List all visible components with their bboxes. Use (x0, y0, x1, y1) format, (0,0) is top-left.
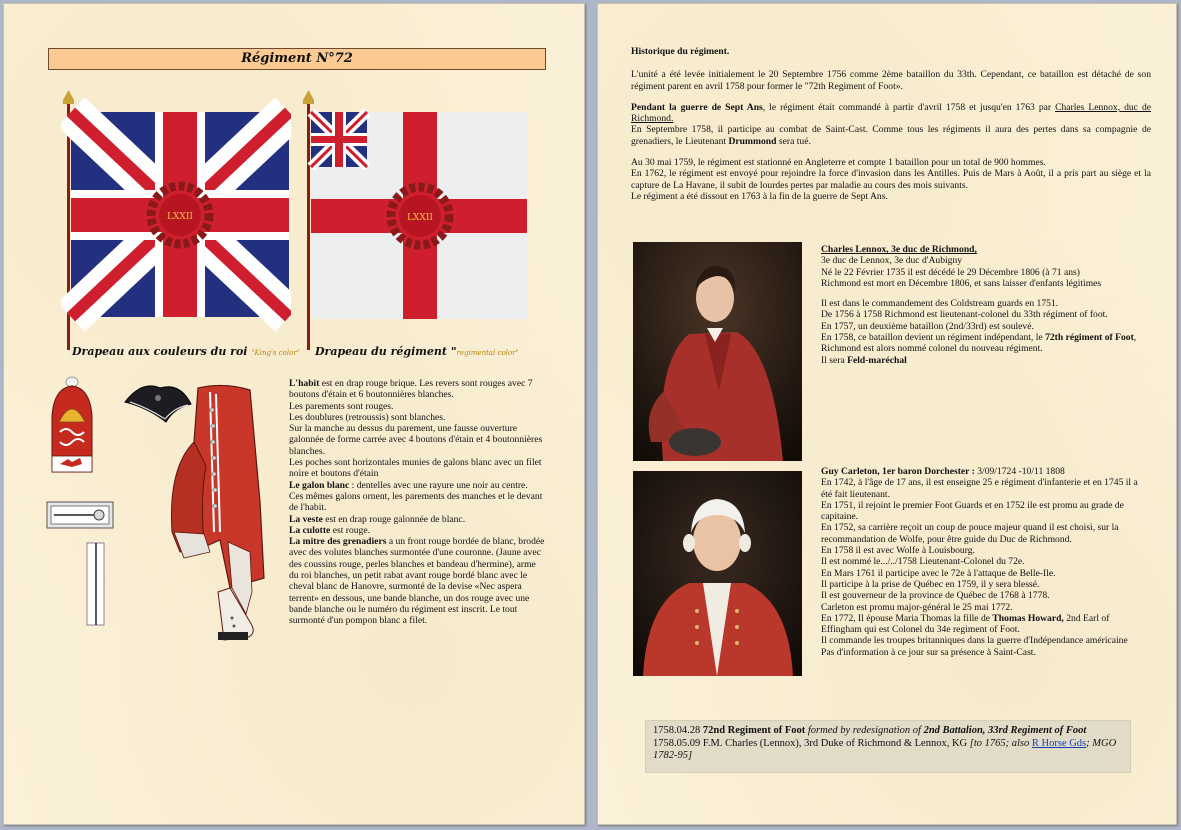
lace-strip-image (86, 542, 106, 631)
uniform-line: Sur la manche au dessus du parement, une fausse ouverture galonnée de forme carrée avec 4 boutons d'étain et 4 boutonnières blanches. (289, 423, 543, 457)
uniform-line: Les parements sont rouges. (289, 400, 394, 412)
uniform-line: Les poches sont horizontales munies de galons blanc avec un filet noire et boutons d'étain (289, 457, 542, 480)
uniform-line: La culotte est rouge. (289, 524, 371, 536)
red-coat-image (154, 382, 274, 649)
carleton-portrait (633, 471, 802, 681)
kings-color-numeral: LXXII (167, 212, 193, 222)
uniform-description (289, 378, 545, 627)
history-para-2: Pendant la guerre de Sept Ans, le régiment était commandé à partir d'avril 1758 et jusqu'en 1763 par Charles Lennox, duc de Richmond. En Septembre 1758, il participe au combat de Saint-Cast. Comme tous les régiments il aura des pertes dans sa compagnie de grenadiers, le Lieutenant Drummond sera tué. (631, 101, 1151, 147)
lace-loop-image (46, 500, 116, 535)
uniform-line: Ces mêmes galons ornent, les parements des manches et le devant de l'habit. (289, 490, 543, 514)
richmond-portrait (633, 242, 802, 466)
page-title: Régiment N°72 (48, 48, 546, 70)
uniform-line: Les doublures (retroussis) sont blanches. (289, 411, 446, 423)
richmond-link[interactable]: Charles Lennox, duc de Richmond. (631, 101, 1151, 125)
history-title: Historique du régiment. (631, 46, 730, 57)
kings-color-caption: Drapeau aux couleurs du roi "King's color" (72, 345, 300, 358)
carleton-name: Guy Carleton, 1er baron Dorchester : (821, 466, 975, 477)
regiment-lineage-box: 1758.04.28 72nd Regiment of Foot formed by redesignation of 2nd Battalion, 33rd Regiment of Foot 1758.05.09 F.M. Charles (Lennox), 3rd Duke of Richmond & Lennox, KG [to 1765; also R Horse Gds; MGO 1782-95] (645, 720, 1131, 773)
left-page (3, 3, 585, 825)
regimental-color-numeral: LXXII (407, 213, 433, 223)
carleton-bio: Guy Carleton, 1er baron Dorchester : 3/09/1724 -10/11 1808 En 1742, à l'âge de 17 ans, il est enseigne 25 e régiment d'infanterie et en 1745 il a été fait lieutenant. En 1751, il rejoint le premier Foot Guards et en 1752 ile est promu au grade de capitaine. En 1752, sa carrière reçoit un coup de pouce majeur quand il est choisi, sur la recommandation de Wolfe, pour être guide du Duc de Richmond. En 1758 il est avec Wolfe à Louisbourg. Il est nommé le.../../1758 Lieutenant-Colonel du 72e. En Mars 1761 il participe avec le 72e à l'attaque de Belle-Ile. Il participe à la prise de Québec en 1759, il y sera blessé. Il est gouverneur de la province de Québec de 1768 à 1778. Carleton est promu major-général le 25 mai 1772. En 1772, Il épouse Maria Thomas la fille de Thomas Howard, 2nd Earl of Effingham qui est Colonel du 34e regiment of Foot. Il commande les troupes britanniques dans la guerre d'Indépendance américaine Pas d'information à ce jour sur sa présence à Saint-Cast. (821, 466, 1138, 658)
horse-guards-link[interactable]: R Horse Gds (1031, 737, 1087, 749)
kings-color-flag (61, 90, 291, 350)
uniform-line: Le galon blanc : dentelles avec une rayure une noir au centre. (289, 479, 528, 491)
uniform-line: La veste est en drap rouge galonnée de blanc. (289, 513, 466, 525)
richmond-name: Charles Lennox, 3e duc de Richmond, (821, 244, 977, 255)
regimental-color-caption: Drapeau du régiment "regimental color" (315, 345, 519, 358)
right-page (597, 3, 1177, 825)
grenadier-mitre-image (46, 376, 98, 479)
regimental-color-flag (301, 90, 531, 350)
regiment-history (631, 46, 1151, 212)
history-para-3: Au 30 mai 1759, le régiment est stationné en Angleterre et compte 1 bataillon pour un total de 900 hommes. En 1762, le régiment est envoyé pour rejoindre la force d'invasion dans les Antilles. Puis de Mars à Août, il a pris part au siège et la capture de La Havane, il subit de lourdes pertes par maladie au cours des mois suivants. Le régiment a été dissout en 1763 à la fin de la guerre de Sept Ans. (631, 157, 1151, 202)
richmond-bio: Charles Lennox, 3e duc de Richmond, 3e duc de Lennox, 3e duc d'Aubigny Né le 22 Février 1735 il est décédé le 29 Décembre 1806 (à 71 ans) Richmond est mort en Décembre 1806, et sans laisser d'enfants légitimes Il est dans le commandement des Coldstream guards en 1751. De 1756 à 1758 Richmond est lieutenant-colonel du 33th régiment of foot. En 1757, un deuxième bataillon (2nd/33rd) est soulevé. En 1758, ce bataillon devient un régiment indépendant, le 72th régiment of Foot, Richmond est alors nommé colonel du nouveau régiment. Il sera Feld-maréchal (821, 244, 1151, 366)
uniform-line: L'habit est en drap rouge brique. Les revers sont rouges avec 7 boutons d'étain et 6 boutonnières blanches. (289, 378, 533, 401)
history-para-1: L'unité a été levée initialement le 20 Septembre 1756 comme 2ème bataillon du 33th. Cependant, ce bataillon est détaché de son régiment parent en avril 1758 pour former le "72th Regiment of Foot». (631, 69, 1151, 92)
uniform-line: La mitre des grenadiers a un front rouge bordée de blanc, brodée avec des volutes blanches surmontée d'une couronne. (Jaune avec des coussins rouge, perles blanches et bandeau d'hermine), arme du roi blanches, un petit rabat avant rouge bordé blanc avec le cheval blanc de Hanovre, surmonté de la devise «Nec aspera terrent» en dessous, une bande blanche, un dos rouge avec une bande blanche ou le numéro du régiment est inscrit. Le tout surmonté d'un pompon blanc a filet. (289, 536, 545, 627)
